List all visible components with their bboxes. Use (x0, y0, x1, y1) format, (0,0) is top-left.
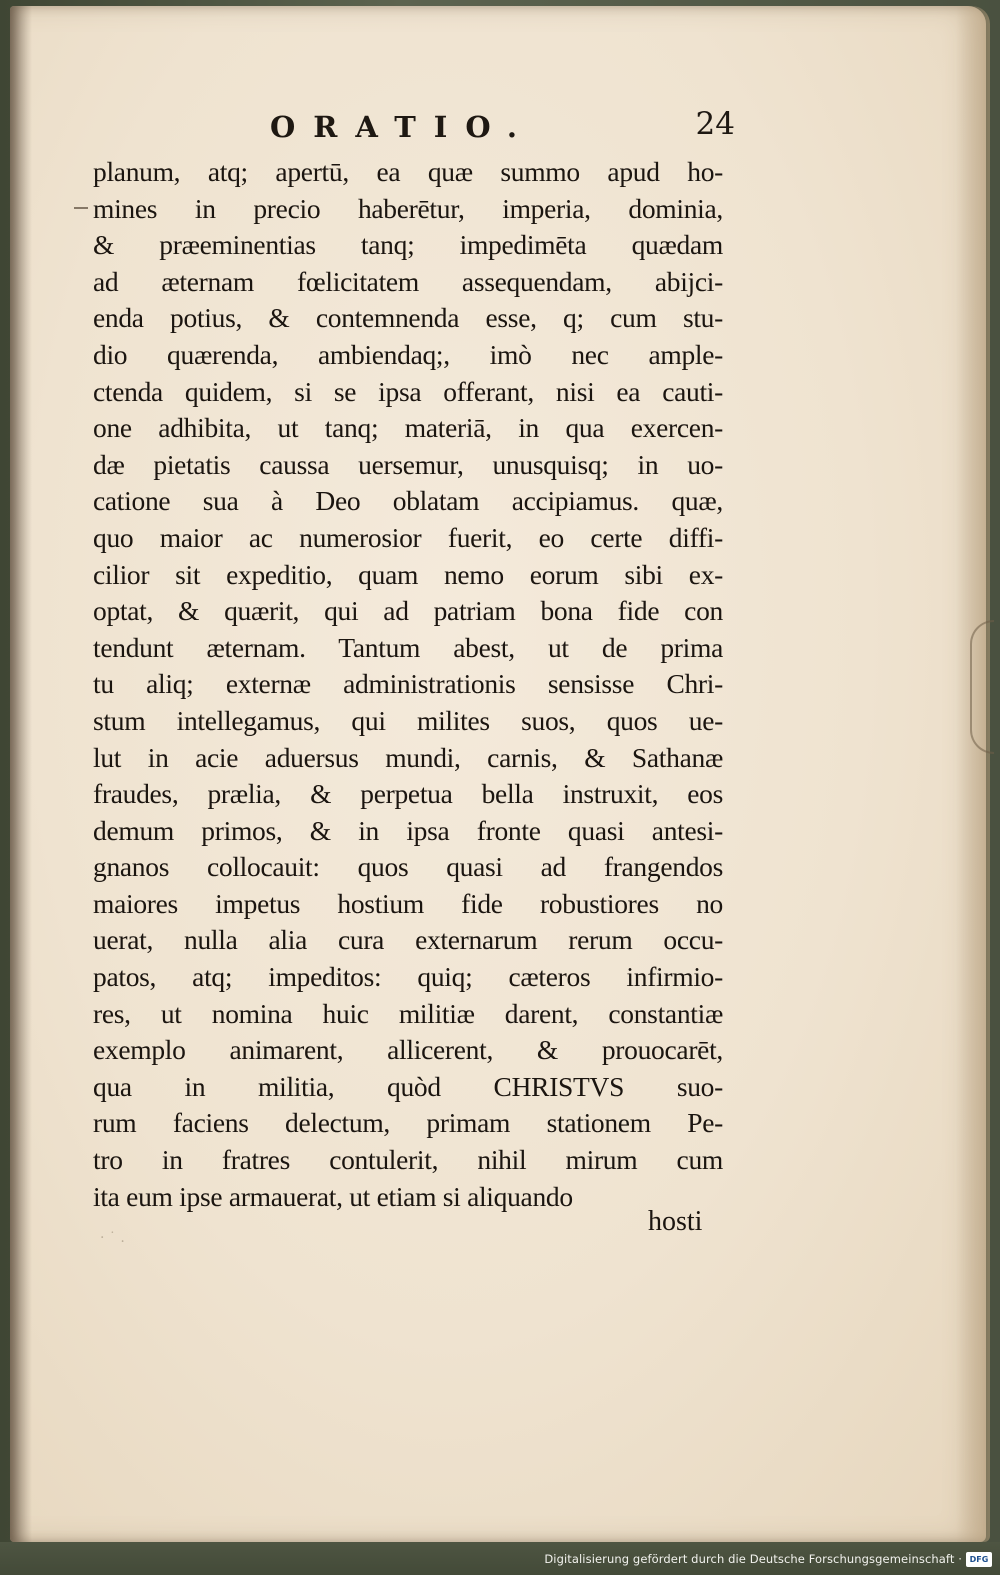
text-line: rum faciens delectum, primam stationem Pe- (93, 1107, 723, 1139)
text-line: one adhibita, ut tanq; materiā, in qua exercen- (93, 412, 723, 444)
text-line: optat, & quærit, qui ad patriam bona fide con (93, 595, 723, 627)
text-line: planum, atq; apertū, ea quæ summo apud ho- (93, 156, 723, 187)
footer-bar (0, 1542, 1000, 1575)
text-line: tu aliq; externæ administrationis sensisse Chri- (93, 668, 723, 700)
text-line: mines in precio haberētur, imperia, dominia, (93, 192, 723, 224)
text-line: tro in fratres contulerit, nihil mirum cum (93, 1144, 723, 1176)
text-line: stum intellegamus, qui milites suos, quos ue- (93, 704, 723, 736)
page-fore-edge (956, 6, 990, 1542)
text-line: lut in acie aduersus mundi, carnis, & Sathanæ (93, 741, 723, 773)
text-line: tendunt æternam. Tantum abest, ut de prima (93, 631, 723, 663)
text-line: exemplo animarent, allicerent, & prouocarēt, (93, 1034, 723, 1066)
funding-credit: Digitalisierung gefördert durch die Deutsche Forschungsgemeinschaft · (544, 1552, 962, 1566)
dfg-logo: DFG (966, 1552, 992, 1567)
text-line: demum primos, & in ipsa fronte quasi antesi- (93, 814, 723, 846)
text-line: dio quærenda, ambiendaq;, imò nec ample- (93, 338, 723, 370)
text-line: uerat, nulla alia cura externarum rerum occu- (93, 924, 723, 956)
body-text (93, 154, 723, 1215)
folio-number: 24 (695, 106, 735, 142)
text-line: cilior sit expeditio, quam nemo eorum sibi ex- (93, 558, 723, 590)
page-edge-mark (970, 620, 994, 754)
text-line: ad æternam fœlicitatem assequendam, abijci- (93, 265, 723, 297)
text-line: res, ut nomina huic militiæ darent, constantiæ (93, 997, 723, 1029)
text-line: patos, atq; impeditos: quiq; cæteros infirmio- (93, 961, 723, 993)
text-line: quo maior ac numerosior fuerit, eo certe diffi- (93, 521, 723, 553)
text-line: catione sua à Deo oblatam accipiamus. quæ, (93, 485, 723, 517)
catchword: hosti (648, 1206, 703, 1237)
margin-mark (74, 207, 88, 209)
text-line: ita eum ipse armauerat, ut etiam si aliquando (93, 1180, 573, 1212)
text-line: fraudes, prælia, & perpetua bella instruxit, eos (93, 778, 723, 810)
running-title: ORATIO. (270, 110, 535, 144)
page-header (215, 106, 735, 150)
text-line: enda potius, & contemnenda esse, q; cum stu- (93, 302, 723, 334)
paper-specks: · ˙ . (100, 1230, 125, 1246)
text-line: maiores impetus hostium fide robustiores no (93, 887, 723, 919)
text-line: ctenda quidem, si se ipsa offerant, nisi ea cauti- (93, 375, 723, 407)
text-line: & præeminentias tanq; impedimēta quædam (93, 229, 723, 261)
text-line: dæ pietatis caussa uersemur, unusquisq; in uo- (93, 448, 723, 480)
text-line: qua in militia, quòd CHRISTVS suo- (93, 1070, 723, 1102)
page-gutter-shadow (10, 6, 32, 1542)
text-line: gnanos collocauit: quos quasi ad frangendos (93, 851, 723, 883)
